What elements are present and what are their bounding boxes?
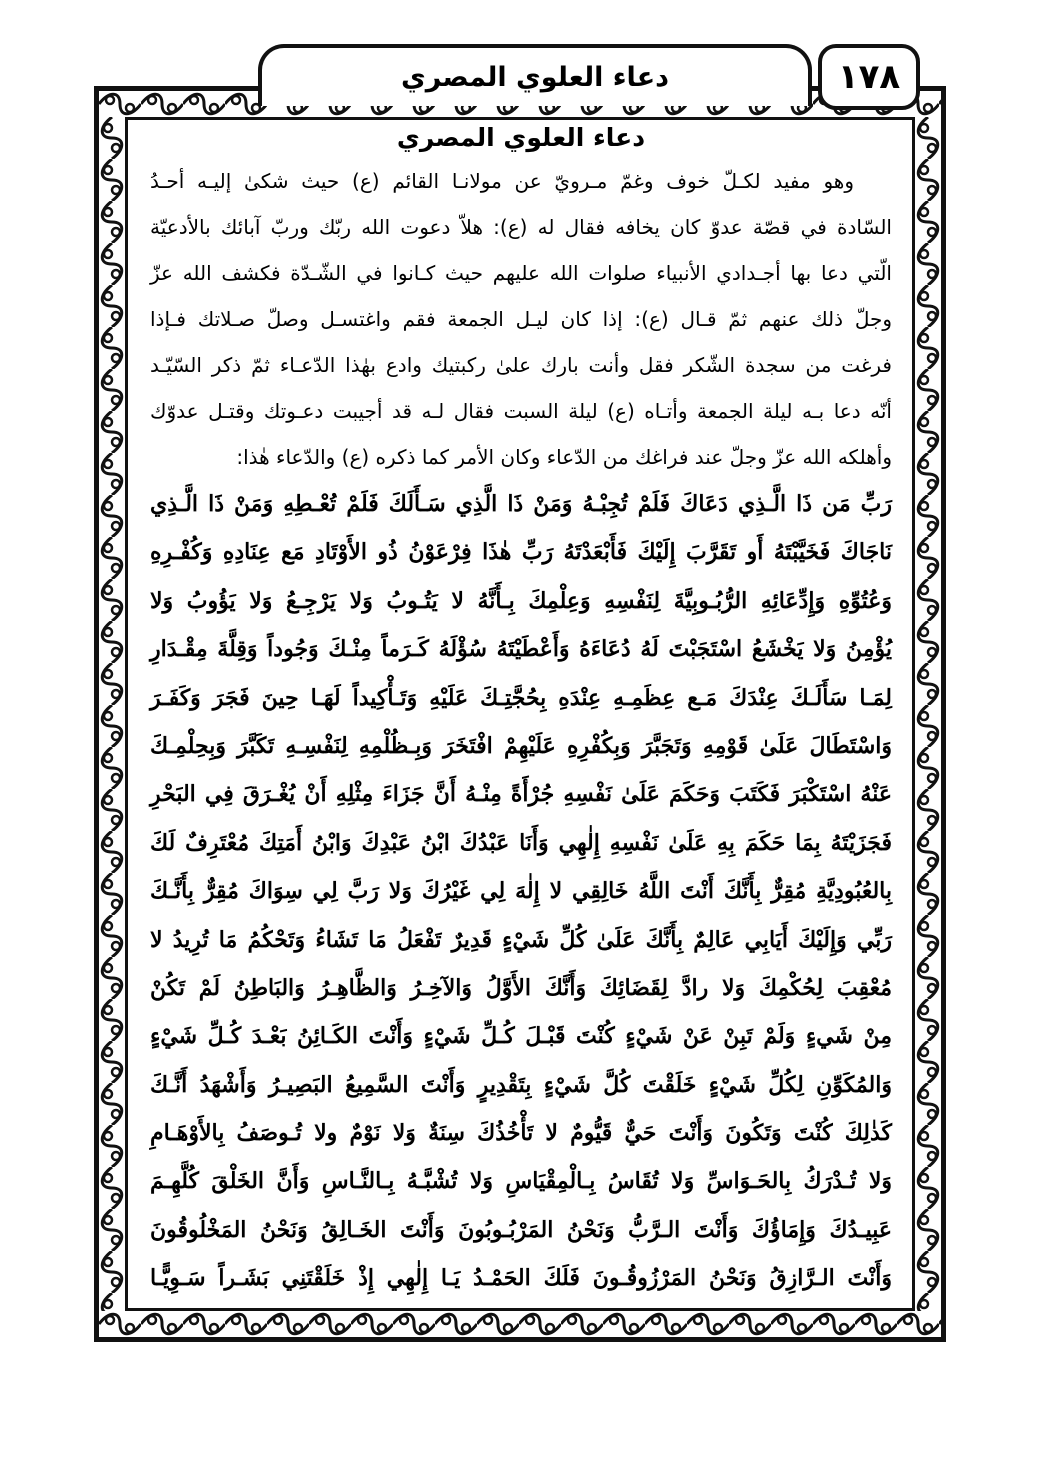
prayer-text [150,480,892,1303]
decorative-border-bottom [99,1311,941,1337]
prayer-line: وَاسْتَطَالَ عَلَىٰ قَوْمِهِ وَتَجَبَّرَ وَبِكُفْرِهِ عَلَيْهِمْ افْتَخَرَ وَبِـظُلْمِهِ لِنَفْسِـهِ تَكَبَّرَ وَبِحِلْمِـكَ [150,732,892,759]
prayer-line: عَنْهُ اسْتَكْبَرَ فَكَتَبَ وَحَكَمَ عَلَىٰ نَفْسِهِ جُرْأَةً مِنْـهُ أَنَّ جَزَاءَ مِثْلِهِ أَنْ يُغْـرَقَ فِي البَحْرِ [150,781,892,808]
prayer-line: وَلا تُـدْرَكُ بِالحَـوَاسِّ وَلا تُقَاسُ بِـالْمِقْيَاسِ وَلا تُشْبَّـهُ بِـالنَّـاسِ وَأَنَّ الخَلْقَ كُلَّهِـمَ [150,1168,892,1195]
intro-line: وأهلكه الله عزّ وجلّ عند فراغك من الدّعاء وكان الأمر كما ذكره (ع) والدّعاء هٰذا: [236,445,892,469]
intro-line: الّتي دعا بها أجـدادي الأنبياء صلوات الله عليهم حيث كـانوا في الشّـدّة فكشف الله عزّ [150,261,892,285]
prayer-line: نَاجَاكَ فَخَيَّبْتَهُ أَو تَقَرَّبَ إِلَيْكَ فَأَبْعَدْتَهُ رَبِّ هٰذَا فِرْعَوْنُ ذُو الأَوْتَادِ مَع عِنَادِهِ وَكُفْـرِهِ [150,539,892,566]
running-header-title: دعاء العلوي المصري [258,44,812,106]
prayer-line: مُعْقِبَ لِحُكْمِكَ وَلا رادَّ لِقَضَائِكَ وَأَنَّكَ الأَوَّلُ وَالآخِـرُ وَالظَّاهِـرُ وَالبَاطِنُ لَمْ تَكُنْ [150,974,892,1001]
prayer-line: كَذٰلِكَ كُنْتَ وَتَكُونَ وَأَنْتَ حَيٌّ قَيُّومٌ لا تَأْخُذُكَ سِنَةٌ وَلا نَوْمٌ ولا تُـوصَفُ بِالأَوْهَـامِ [150,1120,892,1147]
intro-line: السّادة في قصّة عدوّ كان يخافه فقال له (ع): هلاّ دعوت الله ربّك وربّ آبائك بالأدعيّة [150,215,892,239]
prayer-line: وَالمُكَوِّنِ لِكُلِّ شَيْءٍ خَلَقْتَ كُلَّ شَيْءٍ بِتَقْدِيرٍ وَأَنْتَ السَّمِيعُ البَصِيـرُ وَأَشْهَدُ أَنَّـكَ [150,1071,892,1098]
section-title: دعاء العلوي المصري [396,123,646,152]
page-content [150,118,892,1308]
intro-paragraph [150,158,892,480]
prayer-line: بِالعُبُودِيَّةِ مُقِرٌّ بِأَنَّكَ أَنْتَ اللَّهُ خَالِقِي لا إِلٰهَ لِي غَيْرُكَ وَلا رَبَّ لِي سِوَاكَ مُقِرٌّ بِأَنَّـكَ [150,878,892,905]
intro-line: أنّه دعا بـه ليلة الجمعة وأتـاه (ع) ليلة السبت فقال لـه قد أجيبت دعـوتك وقتـل عدوّك [150,399,892,423]
intro-line: فرغت من سجدة الشّكر فقل وأنت بارك علىٰ ركبتيك وادع بهٰذا الدّعـاء ثمّ ذكر السّيّـد [150,353,892,377]
prayer-line: وَعُتُوِّهِ وَإِدِّعَائِهِ الرُّبُـوبِيَّةَ لِنَفْسِهِ وَعِلْمِكَ بِـأَنَّهُ لا يَتُـوبُ وَلا يَرْجِـعُ وَلا يَؤُوبُ وَلا [150,587,892,614]
prayer-line: لِمَـا سَأَلَـكَ عِنْدَكَ مَـع عِظَمِـهِ عِنْدَهِ بِحُجَّتِـكَ عَلَيْهِ وَتَـأْكِيداً لَهَـا حِينَ فَجَرَ وَكَفَـرَ [150,684,892,711]
prayer-line: وَأَنْتَ الـرَّازِقُ وَنَحْنُ المَرْزُوقُـونَ فَلَكَ الحَمْـدُ يَـا إِلٰهِي إِذْ خَلَقْتَنِي بَشَـراً سَـوِيًّـا [150,1265,892,1292]
intro-line: وجلّ ذلك عنهم ثمّ قـال (ع): إذا كان ليـل الجمعة فقم واغتسـل وصلّ صـلاتك فـإذا [150,307,892,331]
prayer-line: يُؤْمِنُ وَلا يَخْشَعُ اسْتَجَبْتَ لَهُ دُعَاءَهُ وَأَعْطَيْتَهُ سُؤْلَهُ كَـرَماً مِنْـكَ وَجُوداً وَقِلَّةَ مِقْـدَارِ [150,636,892,663]
decorative-border-left [99,117,125,1311]
prayer-line: رَبِّي وَإِلَيْكَ أَيَابِي عَالِمٌ بِأَنَّكَ عَلَىٰ كُلِّ شَيْءٍ قَدِيرٌ تَفْعَلُ مَا تَشَاءُ وَتَحْكُمُ مَا تُرِيدُ لا [150,926,892,953]
prayer-line: رَبِّ مَن ذَا الَّـذِي دَعَاكَ فَلَمْ تُجِبْـهُ وَمَنْ ذَا الَّذِي سَـأَلَكَ فَلَمْ تُعْـطِهِ وَمَنْ ذَا الَّـذِي [150,491,892,517]
intro-line: وهو مفيد لكـلّ خوف وغمّ مـرويّ عن مولانـا القائم (ع) حيث شكىٰ إليـه أحـدُ [150,169,854,193]
prayer-line: فَجَزَيْتَهُ بِمَا حَكَمَ بِهِ عَلَىٰ نَفْسِهِ إِلٰهِي وَأَنَا عَبْدُكَ ابْنُ عَبْدِكَ وَابْنُ أَمَتِكَ مُعْتَرِفٌ لَكَ [150,829,892,856]
prayer-line: مِنْ شَيءٍ وَلَمْ تَبِنْ عَنْ شَيْءٍ كُنْتَ قَبْـلَ كُـلِّ شَيْءٍ وَأَنْتَ الكَـائِنُ بَعْـدَ كُـلِّ شَيْءٍ [150,1023,892,1050]
prayer-line: عَبِيـدُكَ وَإِمَاؤُكَ وَأَنْتَ الـرَّبُّ وَنَحْنُ المَرْبُـوبُونَ وَأَنْتَ الخَـالِقُ وَنَحْنُ المَخْلُوقُونَ [150,1216,892,1243]
decorative-border-right [915,117,941,1311]
page-number: ١٧٨ [818,44,920,110]
